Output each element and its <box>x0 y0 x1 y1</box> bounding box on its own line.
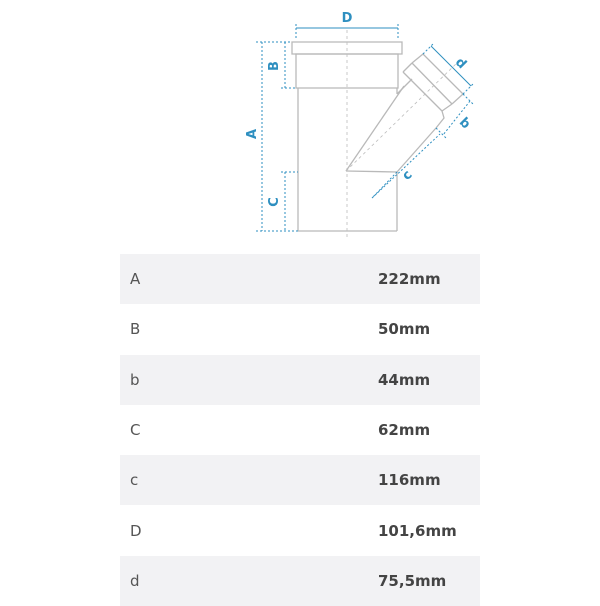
pipe-junction-diagram <box>0 0 600 250</box>
dimension-c <box>372 134 440 198</box>
spec-key: C <box>130 421 141 440</box>
spec-key: c <box>130 471 139 490</box>
label-b: b <box>455 114 474 133</box>
main-pipe <box>292 42 402 231</box>
label-C: C <box>267 197 282 207</box>
spec-row <box>120 405 480 455</box>
spec-row <box>120 505 480 555</box>
spec-value: 222mm <box>378 270 441 289</box>
spec-row <box>120 304 480 354</box>
dimension-d <box>423 44 473 94</box>
spec-key: A <box>130 270 141 289</box>
spec-value: 75,5mm <box>378 571 447 590</box>
dimension-B <box>281 42 296 88</box>
spec-key: d <box>130 571 140 590</box>
dimension-C <box>281 172 298 231</box>
spec-table <box>120 254 480 606</box>
label-D: D <box>341 11 353 26</box>
label-c: c <box>399 167 416 184</box>
spec-value: 44mm <box>378 370 431 389</box>
spec-row <box>120 254 480 304</box>
spec-value: 62mm <box>378 421 431 440</box>
spec-value: 50mm <box>378 320 431 339</box>
spec-key: B <box>130 320 141 339</box>
spec-row <box>120 455 480 505</box>
label-d: d <box>451 54 470 73</box>
spec-row <box>120 556 480 606</box>
label-B: B <box>267 61 282 71</box>
label-A: A <box>245 128 260 140</box>
spec-row <box>120 355 480 405</box>
spec-key: D <box>130 521 142 540</box>
spec-value: 116mm <box>378 471 441 490</box>
spec-key: b <box>130 370 140 389</box>
spec-value: 101,6mm <box>378 521 457 540</box>
